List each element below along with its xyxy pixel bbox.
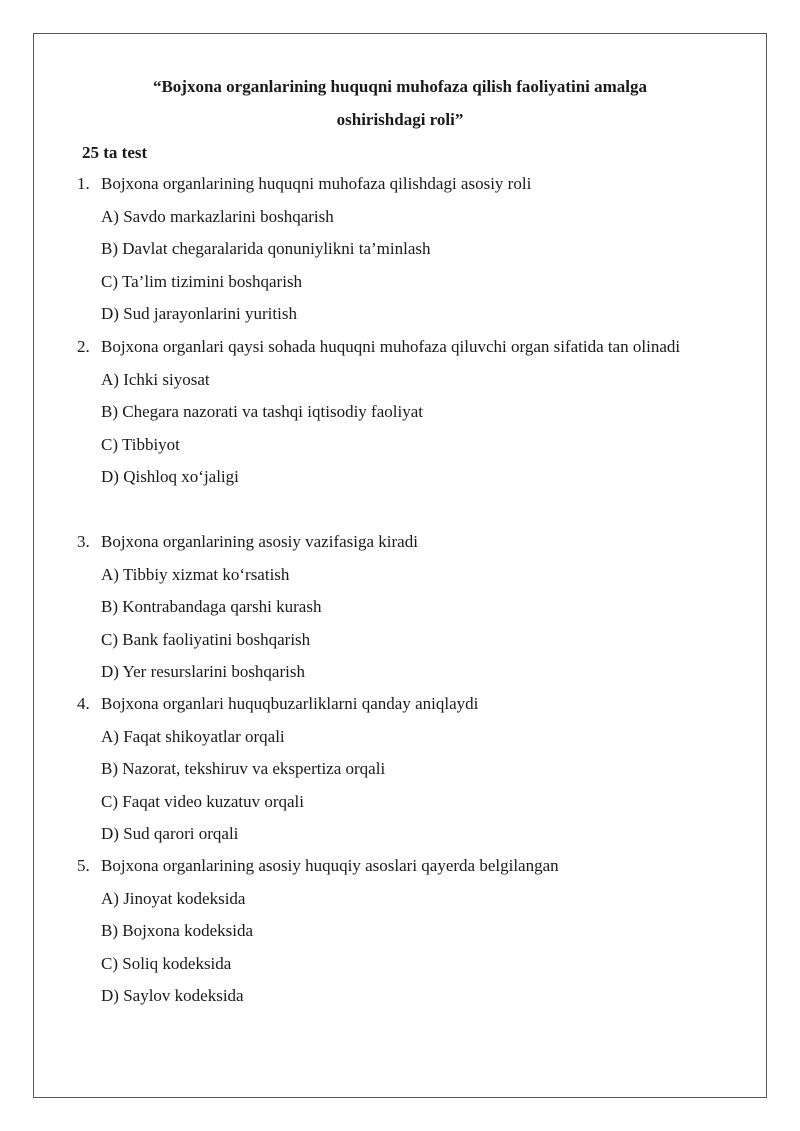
answer-option: D) Qishloq xo‘jaligi [101, 467, 239, 486]
answer-option: B) Nazorat, tekshiruv va ekspertiza orqali [101, 759, 386, 778]
answer-option: A) Savdo markazlarini boshqarish [101, 206, 334, 226]
question-text: Bojxona organlarining huquqni muhofaza qilishdagi asosiy roli [101, 174, 532, 193]
question-number: 3. [77, 532, 90, 551]
question-4 [77, 688, 697, 851]
answer-option: D) Sud qarori orqali [101, 824, 239, 843]
answer-option: D) Yer resurslarini boshqarish [101, 662, 305, 681]
question-number: 1. [77, 174, 90, 193]
question-3 [77, 526, 697, 689]
answer-option: D) Saylov kodeksida [101, 986, 244, 1005]
answer-option: B) Bojxona kodeksida [101, 921, 254, 940]
question-text: Bojxona organlarining asosiy huquqiy asoslari qayerda belgilangan [101, 856, 559, 875]
answer-option: B) Chegara nazorati va tashqi iqtisodiy faoliyat [101, 402, 423, 421]
answer-option: D) Sud jarayonlarini yuritish [101, 304, 297, 323]
question-text: Bojxona organlarining asosiy vazifasiga kiradi [101, 532, 418, 551]
question-5 [77, 850, 697, 1013]
answer-option: A) Faqat shikoyatlar orqali [101, 726, 285, 746]
question-text: Bojxona organlari qaysi sohada huquqni muhofaza qiluvchi organ sifatida tan olinadi [101, 337, 681, 356]
answer-option: A) Jinoyat kodeksida [101, 888, 246, 908]
question-text: Bojxona organlari huquqbuzarliklarni qanday aniqlaydi [101, 694, 479, 713]
answer-option: C) Faqat video kuzatuv orqali [101, 791, 305, 811]
answer-option: B) Davlat chegaralarida qonuniylikni ta’minlash [101, 239, 431, 258]
question-1 [77, 168, 697, 331]
answer-option: C) Bank faoliyatini boshqarish [101, 629, 311, 649]
question-number: 5. [77, 856, 90, 875]
answer-option: A) Ichki siyosat [101, 369, 210, 389]
question-2 [77, 331, 697, 494]
answer-option: C) Ta’lim tizimini boshqarish [101, 271, 303, 291]
document-title-line-2: oshirishdagi roli” [336, 110, 464, 129]
answer-option: B) Kontrabandaga qarshi kurash [101, 597, 322, 616]
answer-option: A) Tibbiy xizmat ko‘rsatish [101, 564, 290, 584]
question-number: 2. [77, 337, 90, 356]
document-title-line-1: “Bojxona organlarining huquqni muhofaza qilish faoliyatini amalga [152, 77, 648, 96]
test-count: 25 ta test [82, 143, 148, 162]
question-number: 4. [77, 694, 90, 713]
answer-option: C) Tibbiyot [101, 434, 180, 454]
answer-option: C) Soliq kodeksida [101, 953, 232, 973]
